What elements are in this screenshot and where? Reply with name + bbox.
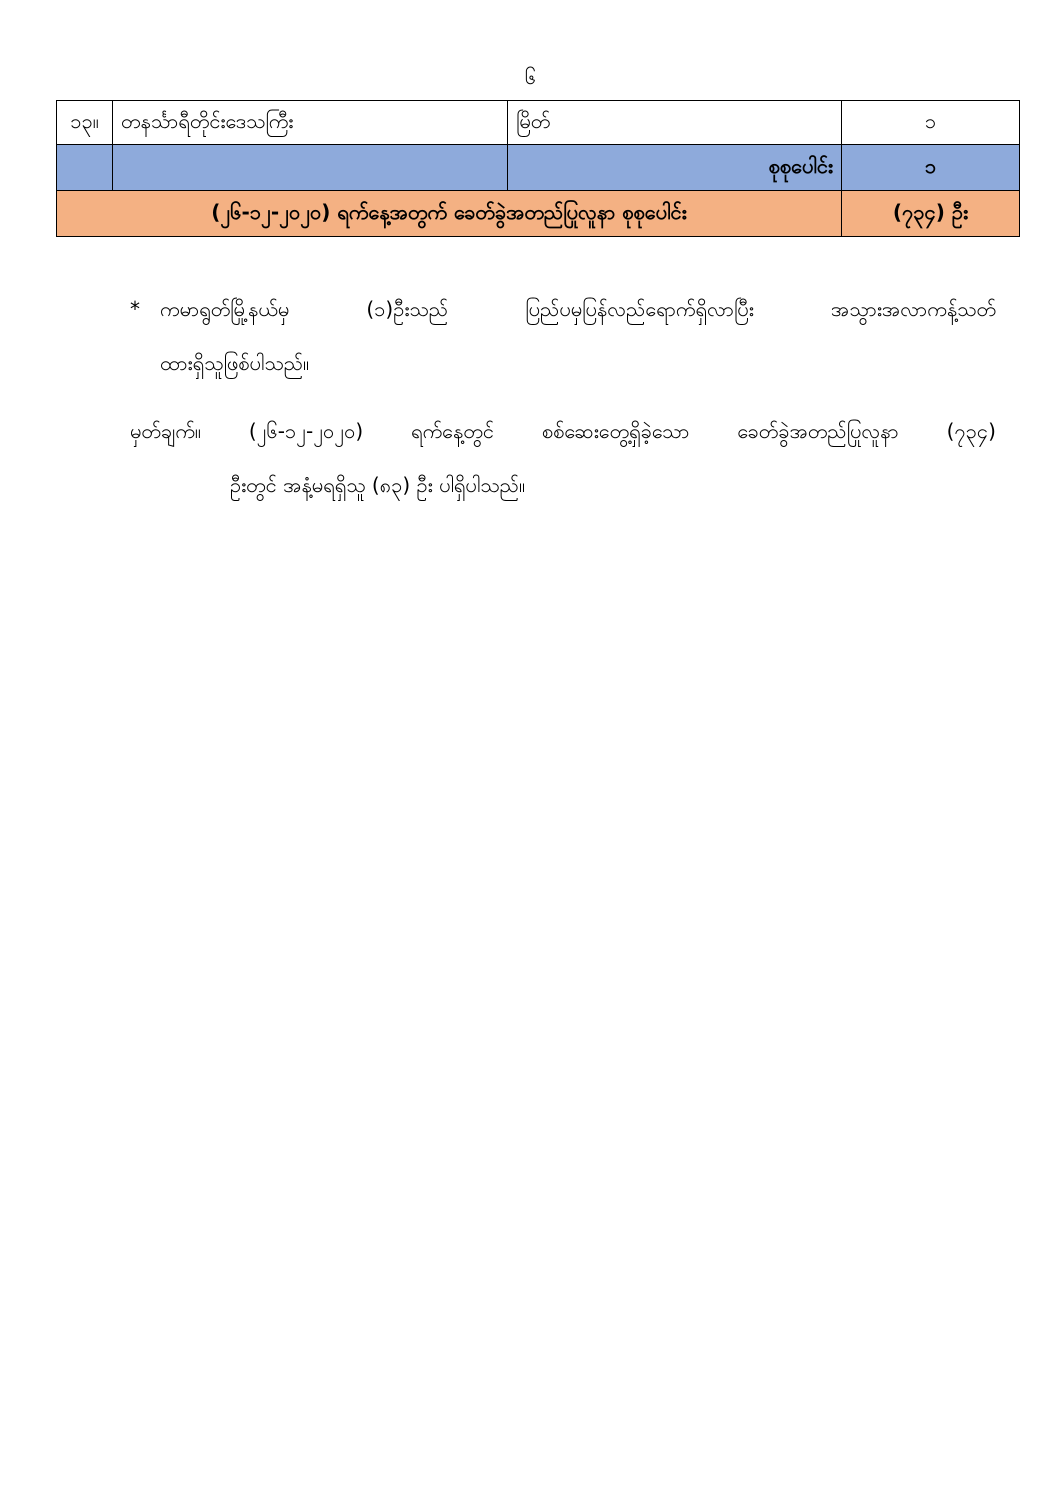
asterisk-note-line (130, 282, 996, 336)
asterisk-marker: * (130, 297, 140, 321)
row-index: ၁၃။ (57, 101, 113, 145)
case-table (56, 100, 1020, 237)
remark-note-text-line2: ဦးတွင် အနံ့မရရှိသူ (၈၃) ဦး ပါရှိပါသည်။ (230, 473, 525, 497)
page-number: ၆ (524, 65, 537, 89)
grand-total-count: (၇၃၄) ဦး (842, 191, 1020, 237)
subtotal-count: ၁ (842, 145, 1020, 191)
asterisk-note (130, 282, 996, 390)
subtotal-empty-cell (113, 145, 508, 191)
asterisk-note-text: ကမာရွတ်မြို့နယ်မှ (၁)ဦးသည် ပြည်ပမှပြန်လည်ရောက်ရှိလာပြီး အသွားအလာကန့်သတ် (160, 297, 996, 321)
remark-note (130, 404, 996, 512)
count-cell: ၁ (842, 101, 1020, 145)
table-row (57, 101, 1020, 145)
subtotal-empty-cell (57, 145, 113, 191)
grand-total-row (57, 191, 1020, 237)
asterisk-note-text-line2: ထားရှိသူဖြစ်ပါသည်။ (160, 351, 310, 375)
subtotal-row (57, 145, 1020, 191)
township-cell: မြိတ် (508, 101, 842, 145)
remark-note-text: မှတ်ချက်။ (၂၆-၁၂-၂၀၂၀) ရက်နေ့တွင် စစ်ဆေးတွေ့ရှိခဲ့သော ခေတ်ခွဲအတည်ပြုလူနာ (၇၃၄) (130, 419, 996, 443)
region-cell: တနင်္သာရီတိုင်းဒေသကြီး (113, 101, 508, 145)
grand-total-label: (၂၆-၁၂-၂၀၂၀) ရက်နေ့အတွက် ခေတ်ခွဲအတည်ပြုလူနာ စုစုပေါင်း (57, 191, 842, 237)
subtotal-label: စုစုပေါင်း (508, 145, 842, 191)
